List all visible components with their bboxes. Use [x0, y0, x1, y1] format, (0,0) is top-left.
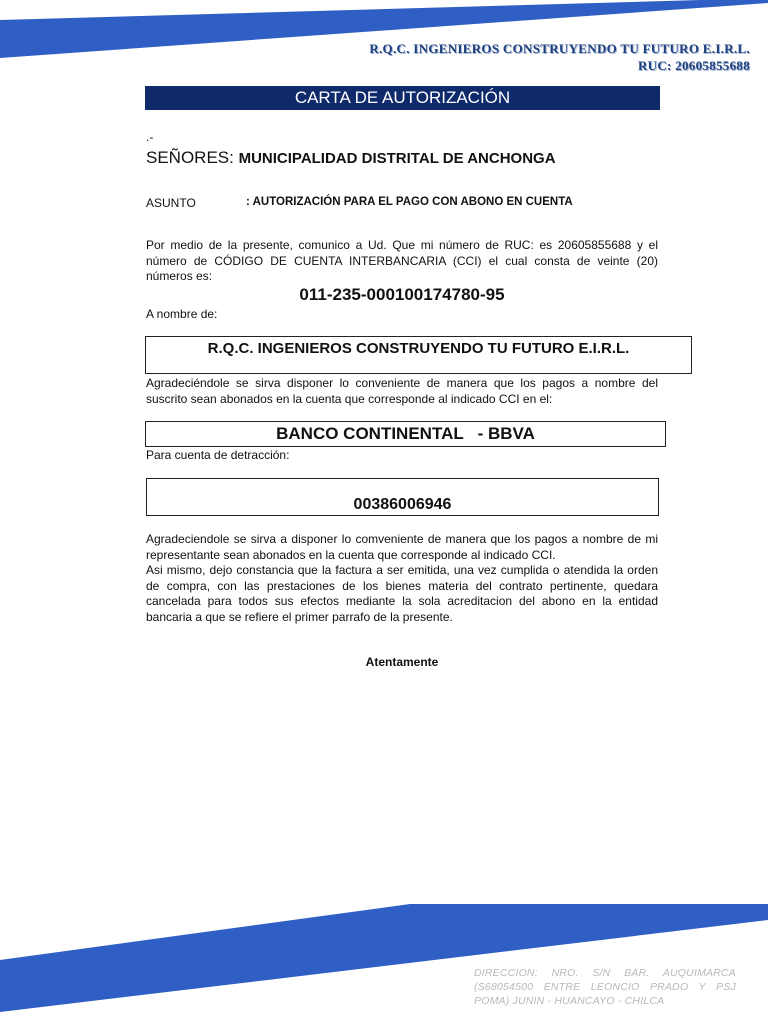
addressee-label: SEÑORES:	[146, 148, 234, 167]
account-holder-box	[145, 336, 692, 374]
subject-text: : AUTORIZACIÓN PARA EL PAGO CON ABONO EN CUENTA	[246, 196, 573, 208]
intro-paragraph: Por medio de la presente, comunico a Ud. Que mi número de RUC: es 20605855688 y el número de CÓDIGO DE CUENTA INTERBANCARIA (CCI) el cual consta de veinte (20) números es:	[146, 238, 658, 283]
thanks-paragraph-2	[146, 532, 658, 625]
addressee-name: MUNICIPALIDAD DISTRITAL DE ANCHONGA	[238, 150, 556, 167]
account-holder-label: A nombre de:	[146, 307, 218, 321]
thanks-paragraph-2-text: Agradeciendole se sirva a disponer lo comveniente de manera que los pagos a nombre de mi representante sean abonados en la cuenta que corresponde al indicado CCI.	[146, 532, 658, 562]
account-holder-name: R.Q.C. INGENIEROS CONSTRUYENDO TU FUTURO E.I.R.L.	[207, 340, 630, 357]
cci-number: 011-235-000100174780-95	[299, 285, 505, 304]
dash-mark: .-	[146, 130, 154, 144]
detraccion-box	[146, 478, 659, 516]
bank-box	[145, 421, 666, 447]
company-name: R.Q.C. INGENIEROS CONSTRUYENDO TU FUTURO E.I.R.L.	[369, 41, 750, 56]
company-ruc: RUC: 20605855688	[637, 58, 750, 73]
footer-address: DIRECCION: NRO. S/N BAR. AUQUIMARCA (S68054500 ENTRE LEONCIO PRADO Y PSJ POMA) JUNIN - HUANCAYO - CHILCA	[474, 967, 736, 1007]
addressee-line	[146, 148, 556, 168]
detraccion-account: 00386006946	[353, 496, 452, 513]
company-header	[369, 40, 750, 74]
closing: Atentamente	[365, 655, 439, 669]
detraccion-label: Para cuenta de detracción:	[146, 448, 290, 462]
thanks-paragraph-3-text: Asi mismo, dejo constancia que la factura a ser emitida, una vez cumplida o atendida la orden de compra, con las prestaciones de los bienes materia del contrato pertinente, quedara cancelada para todos sus efectos mediante la sola acreditacion del abono en la entidad bancaria a que se refiere el primer parrafo de la presente.	[146, 563, 658, 624]
subject-label: ASUNTO	[146, 196, 196, 210]
document-title: CARTA DE AUTORIZACIÓN	[145, 86, 660, 110]
thanks-paragraph-1: Agradeciéndole se sirva disponer lo conveniente de manera que los pagos a nombre del suscrito sean abonados en la cuenta que corresponde al indicado CCI en el:	[146, 376, 658, 406]
bank-name: BANCO CONTINENTAL - BBVA	[276, 424, 535, 443]
